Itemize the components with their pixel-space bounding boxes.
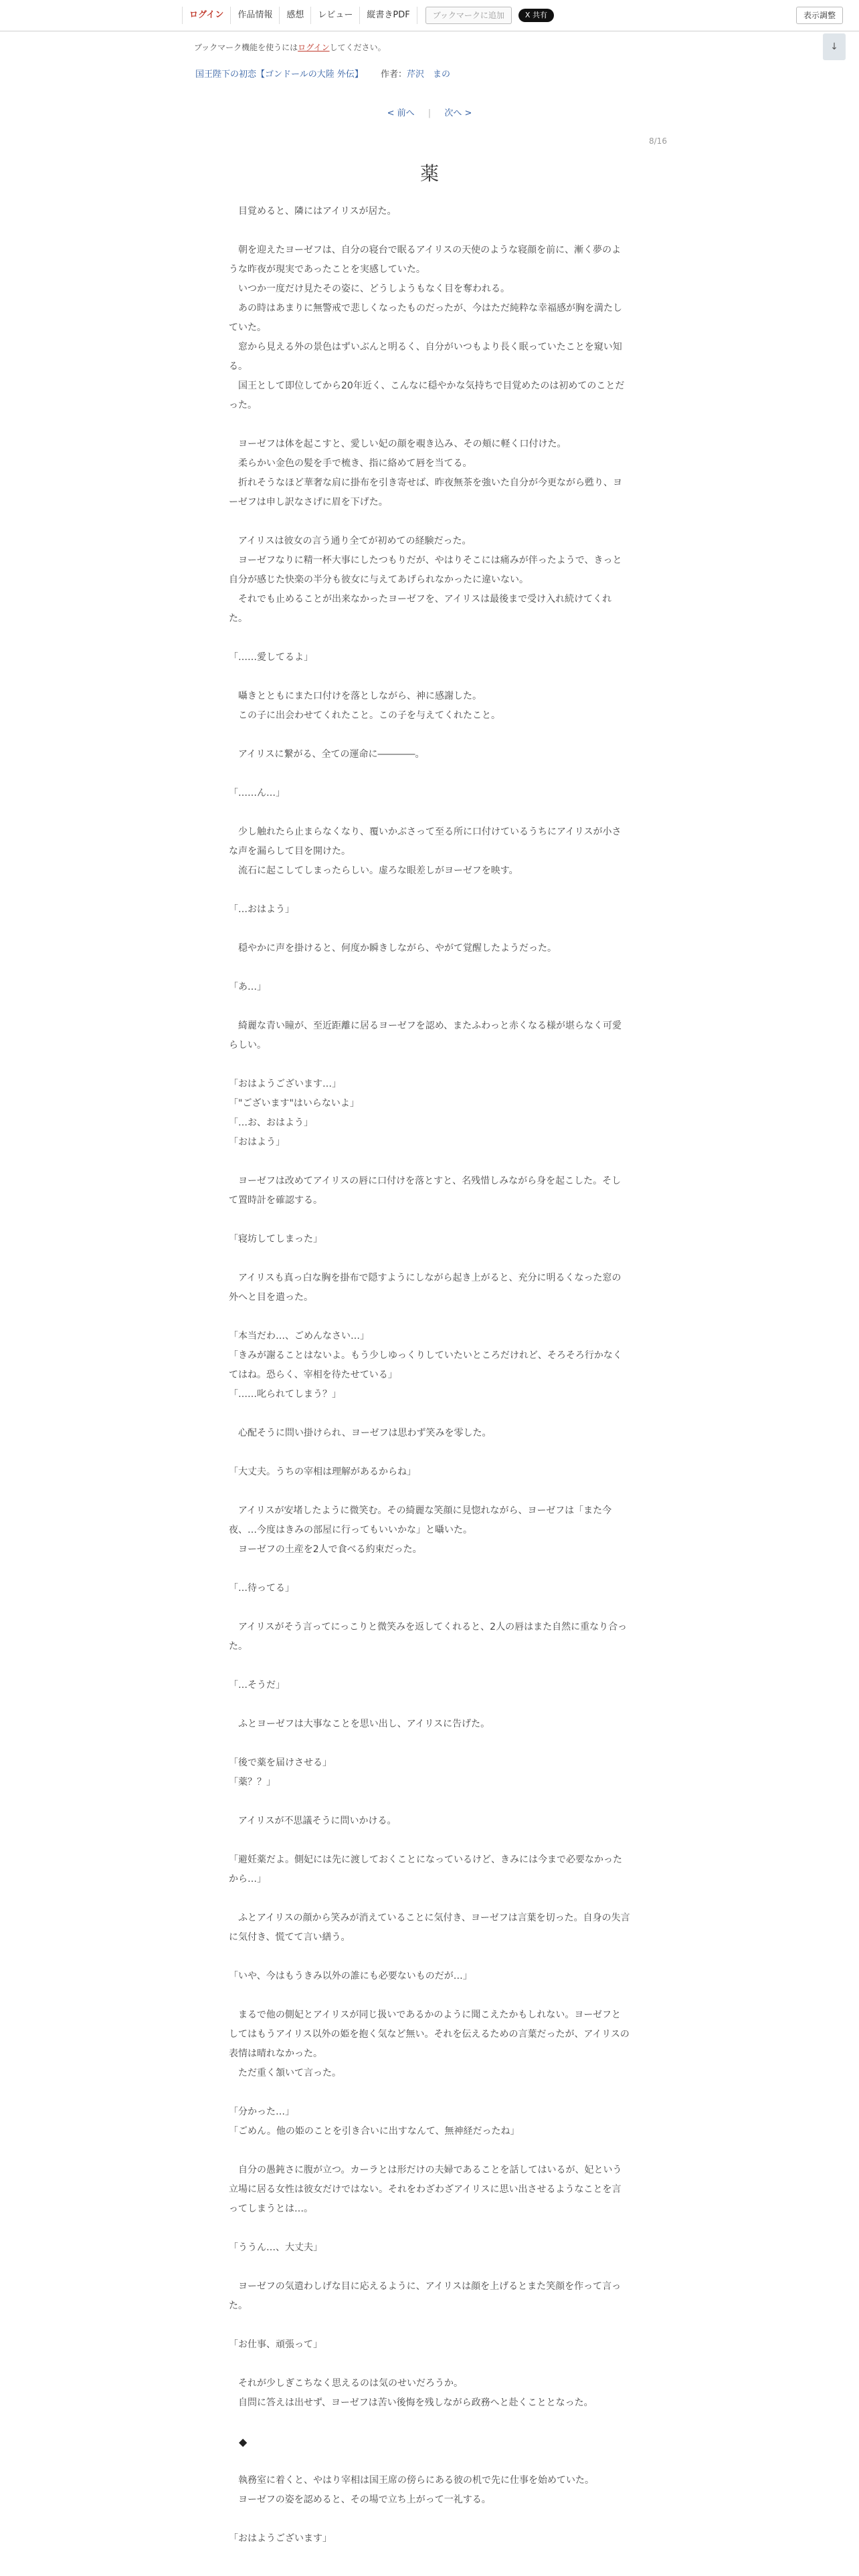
paragraph: アイリスが不思議そうに問いかける。 bbox=[229, 1816, 397, 1826]
paragraph: 朝を迎えたヨーゼフは、自分の寝台で眠るアイリスの天使のような寝顔を前に、漸く夢のような昨夜が現実であったことを実感していた。 bbox=[229, 245, 622, 275]
paragraph: 綺麗な青い瞳が、至近距離に居るヨーゼフを認め、またふわっと赤くなる様が堪らなく可愛らしい。 bbox=[229, 1021, 622, 1051]
paragraph: 「…おはよう」 bbox=[229, 904, 294, 915]
bookmark-note-login-link[interactable]: ログイン bbox=[298, 43, 330, 52]
paragraph: 「…待ってる」 bbox=[229, 1583, 294, 1594]
blank-line bbox=[229, 1249, 630, 1269]
pager-separator: | bbox=[427, 108, 432, 118]
paragraph: ヨーゼフは体を起こすと、愛しい妃の顔を覗き込み、その頬に軽く口付けた。 bbox=[229, 439, 567, 449]
blank-line bbox=[229, 1734, 630, 1753]
blank-line bbox=[229, 1307, 630, 1327]
blank-line bbox=[229, 803, 630, 823]
paragraph: 「おはようございます」 bbox=[229, 2533, 332, 2544]
blank-line bbox=[229, 2083, 630, 2103]
blank-line bbox=[229, 1560, 630, 1579]
nav-menu bbox=[182, 7, 554, 24]
paragraph: 「大丈夫。うちの宰相は理解があるからね」 bbox=[229, 1467, 416, 1477]
paragraph: アイリスに繋がる、全ての運命に――――。 bbox=[229, 749, 425, 760]
blank-line bbox=[229, 726, 630, 745]
author-link[interactable]: 芹沢 まの bbox=[407, 70, 451, 80]
blank-line bbox=[229, 764, 630, 784]
paragraph: アイリスがそう言ってにっこりと微笑みを返してくれると、2人の唇はまた自然に重なり合った。 bbox=[229, 1622, 628, 1652]
blank-line bbox=[229, 1152, 630, 1172]
paragraph: 「……愛してるよ」 bbox=[229, 652, 313, 663]
blank-line bbox=[229, 629, 630, 648]
prev-chapter-link[interactable]: < 前へ bbox=[387, 108, 415, 118]
paragraph: アイリスも真っ白な胸を掛布で隠すようにしながら起き上がると、充分に明るくなった窓の外へと目を遣った。 bbox=[229, 1273, 622, 1303]
work-info-link[interactable]: 作品情報 bbox=[231, 7, 280, 24]
blank-line bbox=[229, 2141, 630, 2161]
blank-line bbox=[229, 415, 630, 435]
paragraph: 少し触れたら止まらなくなり、覆いかぶさって至る所に口付けているうちにアイリスが小さな声を漏らして目を開けた。 bbox=[229, 827, 622, 857]
paragraph: 自問に答えは出せず、ヨーゼフは苦い後悔を残しながら政務へと赴くこととなった。 bbox=[229, 2397, 593, 2408]
blank-line bbox=[229, 1831, 630, 1850]
paragraph: ふとアイリスの顔から笑みが消えていることに気付き、ヨーゼフは言葉を切った。自身の失言に気付き、慌てて言い繕う。 bbox=[229, 1913, 630, 1943]
blank-line bbox=[229, 1656, 630, 1676]
paragraph: ふとヨーゼフは大事なことを思い出し、アイリスに告げた。 bbox=[229, 1719, 490, 1729]
bookmark-login-note bbox=[194, 41, 386, 53]
blank-line bbox=[229, 1482, 630, 1501]
paragraph: いつか一度だけ見たその姿に、どうしようもなく目を奪われる。 bbox=[229, 284, 510, 294]
paragraph: 「…お、おはよう」 bbox=[229, 1117, 313, 1128]
blank-line bbox=[229, 2258, 630, 2277]
display-settings-button[interactable]: 表示調整 bbox=[796, 7, 843, 24]
paragraph: アイリスが安堵したように微笑む。その綺麗な笑顔に見惚れながら、ヨーゼフは「また今夜、…今度はきみの部屋に行ってもいいかな」と囁いた。 bbox=[229, 1505, 612, 1535]
paragraph: 「避妊薬だよ。側妃には先に渡しておくことになっているけど、きみには今まで必要なかったから…」 bbox=[229, 1854, 622, 1885]
series-info bbox=[195, 67, 450, 80]
chapter-title: 薬 bbox=[419, 163, 439, 185]
blank-line bbox=[229, 1792, 630, 1812]
blank-line bbox=[229, 2452, 630, 2471]
blank-line bbox=[229, 2316, 630, 2335]
bookmark-note-prefix: ブックマーク機能を使うには bbox=[194, 43, 298, 52]
login-link[interactable]: ログイン bbox=[182, 7, 231, 24]
paragraph: あの時はあまりに無警戒で悲しくなったものだったが、今はただ純粋な幸福感が胸を満たしていた。 bbox=[229, 303, 622, 333]
novel-body bbox=[229, 202, 630, 2549]
blank-line bbox=[229, 667, 630, 687]
add-bookmark-button[interactable]: ブックマークに追加 bbox=[425, 7, 512, 24]
paragraph: 折れそうなほど華奢な肩に掛布を引き寄せば、昨夜無茶を強いた自分が今更ながら甦り、ヨーゼフは申し訳なさげに眉を下げた。 bbox=[229, 477, 622, 508]
paragraph: 「薬？？」 bbox=[229, 1777, 276, 1788]
paragraph: 執務室に着くと、やはり宰相は国王席の傍らにある彼の机で先に仕事を始めていた。 bbox=[229, 2475, 594, 2486]
paragraph: 「お仕事、頑張って」 bbox=[229, 2339, 322, 2350]
author-label: 作者： bbox=[381, 70, 407, 80]
paragraph: 「後で薬を届けさせる」 bbox=[229, 1757, 332, 1768]
blank-line bbox=[229, 997, 630, 1016]
blank-line bbox=[229, 512, 630, 532]
paragraph: ヨーゼフの姿を認めると、その場で立ち上がって一礼する。 bbox=[229, 2494, 491, 2505]
paragraph: ヨーゼフは改めてアイリスの唇に口付けを落とすと、名残惜しみながら身を起こした。そして置時計を確認する。 bbox=[229, 1176, 622, 1206]
paragraph: 「寝坊してしまった」 bbox=[229, 1234, 322, 1245]
paragraph: 「…そうだ」 bbox=[229, 1680, 285, 1691]
paragraph: 囁きとともにまた口付けを落としながら、神に感謝した。 bbox=[229, 691, 482, 702]
impressions-link[interactable]: 感想 bbox=[280, 7, 311, 24]
paragraph: それが少しぎこちなく思えるのは気のせいだろうか。 bbox=[229, 2378, 463, 2389]
paragraph: 流石に起こしてしまったらしい。虚ろな眼差しがヨーゼフを映す。 bbox=[229, 865, 518, 876]
paragraph: 自分の愚鈍さに腹が立つ。カーラとは形だけの夫婦であることを話してはいるが、妃という立場に居る女性は彼女だけではない。それをわざわざアイリスに思い出させるようなことを言ってしまうとは…。 bbox=[229, 2165, 622, 2214]
scroll-down-arrow-icon[interactable]: ↓ bbox=[823, 33, 846, 60]
bookmark-note-suffix: してください。 bbox=[329, 43, 386, 52]
paragraph: この子に出会わせてくれたこと。この子を与えてくれたこと。 bbox=[229, 710, 500, 721]
blank-line bbox=[229, 881, 630, 900]
next-chapter-link[interactable]: 次へ > bbox=[444, 108, 472, 118]
blank-line bbox=[229, 2219, 630, 2238]
paragraph: 「……叱られてしまう？」 bbox=[229, 1389, 341, 1400]
blank-line bbox=[229, 1443, 630, 1463]
paragraph: 「ううん…、大丈夫」 bbox=[229, 2242, 322, 2253]
x-share-button[interactable]: X 共有 bbox=[518, 9, 554, 22]
blank-line bbox=[229, 920, 630, 939]
paragraph: まるで他の側妃とアイリスが同じ扱いであるかのように聞こえたかもしれない。ヨーゼフとしてはもうアイリス以外の姫を抱く気など無い。それを伝えるための言葉だったが、アイリスの表情は晴れなかった。 bbox=[229, 2010, 630, 2059]
blank-line bbox=[229, 2355, 630, 2374]
blank-line bbox=[229, 1598, 630, 1618]
blank-line bbox=[229, 2413, 630, 2432]
blank-line bbox=[229, 1695, 630, 1715]
paragraph: 「おはよう」 bbox=[229, 1137, 285, 1148]
paragraph: 国王として即位してから20年近く、こんなに穏やかな気持ちで目覚めたのは初めてのことだった。 bbox=[229, 381, 625, 411]
paragraph: 柔らかい金色の髪を手で梳き、指に絡めて唇を当てる。 bbox=[229, 458, 472, 469]
paragraph: 「ごめん。他の姫のことを引き合いに出すなんて、無神経だったね」 bbox=[229, 2126, 520, 2137]
paragraph: それでも止めることが出来なかったヨーゼフを、アイリスは最後まで受け入れ続けてくれた。 bbox=[229, 594, 612, 624]
blank-line bbox=[229, 221, 630, 241]
paragraph: 「あ…」 bbox=[229, 982, 266, 992]
review-link[interactable]: レビュー bbox=[311, 7, 360, 24]
series-title-link[interactable]: 国王陛下の初恋【ゴンドールの大陸 外伝】 bbox=[195, 70, 363, 80]
paragraph: ヨーゼフなりに精一杯大事にしたつもりだが、やはりそこには痛みが伴ったようで、きっと自分が感じた快楽の半分も彼女に与えてあげられなかったに違いない。 bbox=[229, 555, 622, 585]
top-navigation-bar bbox=[0, 0, 859, 31]
blank-line bbox=[229, 1404, 630, 1424]
paragraph: 窓から見える外の景色はずいぶんと明るく、自分がいつもより長く眠っていたことを窺い知る。 bbox=[229, 342, 622, 372]
paragraph: 穏やかに声を掛けると、何度か瞬きしながら、やがて覚醒したようだった。 bbox=[229, 943, 557, 954]
blank-line bbox=[229, 1947, 630, 1967]
blank-line bbox=[229, 1210, 630, 1230]
paragraph: 「いや、今はもうきみ以外の誰にも必要ないものだが…」 bbox=[229, 1971, 472, 1981]
page-count: 8/16 bbox=[649, 136, 667, 146]
paragraph: 「きみが謝ることはないよ。もう少しゆっくりしていたいところだけれど、そろそろ行かなくてはね。恐らく、宰相を待たせている」 bbox=[229, 1350, 622, 1380]
paragraph: ヨーゼフの土産を2人で食べる約束だった。 bbox=[229, 1544, 422, 1555]
paragraph: 「……ん…」 bbox=[229, 788, 285, 798]
paragraph: 「おはようございます…」 bbox=[229, 1079, 341, 1089]
blank-line bbox=[229, 2510, 630, 2529]
paragraph: ただ重く頷いて言った。 bbox=[229, 2068, 341, 2078]
paragraph: 心配そうに問い掛けられ、ヨーゼフは思わず笑みを零した。 bbox=[229, 1428, 492, 1438]
paragraph: ヨーゼフの気遣わしげな目に応えるように、アイリスは顔を上げるとまた笑顔を作って言った。 bbox=[229, 2281, 622, 2311]
paragraph: アイリスは彼女の言う通り全てが初めての経験だった。 bbox=[229, 536, 472, 546]
vertical-pdf-link[interactable]: 縦書きPDF bbox=[360, 7, 417, 24]
paragraph: 「"ございます"はいらないよ」 bbox=[229, 1098, 359, 1109]
chapter-pager bbox=[0, 106, 859, 118]
scene-break: ◆ bbox=[239, 2436, 248, 2448]
blank-line bbox=[229, 958, 630, 978]
blank-line bbox=[229, 1986, 630, 2006]
blank-line bbox=[229, 1055, 630, 1075]
paragraph: 「分かった…」 bbox=[229, 2107, 294, 2117]
blank-line bbox=[229, 1889, 630, 1909]
paragraph: 目覚めると、隣にはアイリスが居た。 bbox=[229, 206, 397, 217]
paragraph: 「本当だわ…、ごめんなさい…」 bbox=[229, 1331, 369, 1341]
